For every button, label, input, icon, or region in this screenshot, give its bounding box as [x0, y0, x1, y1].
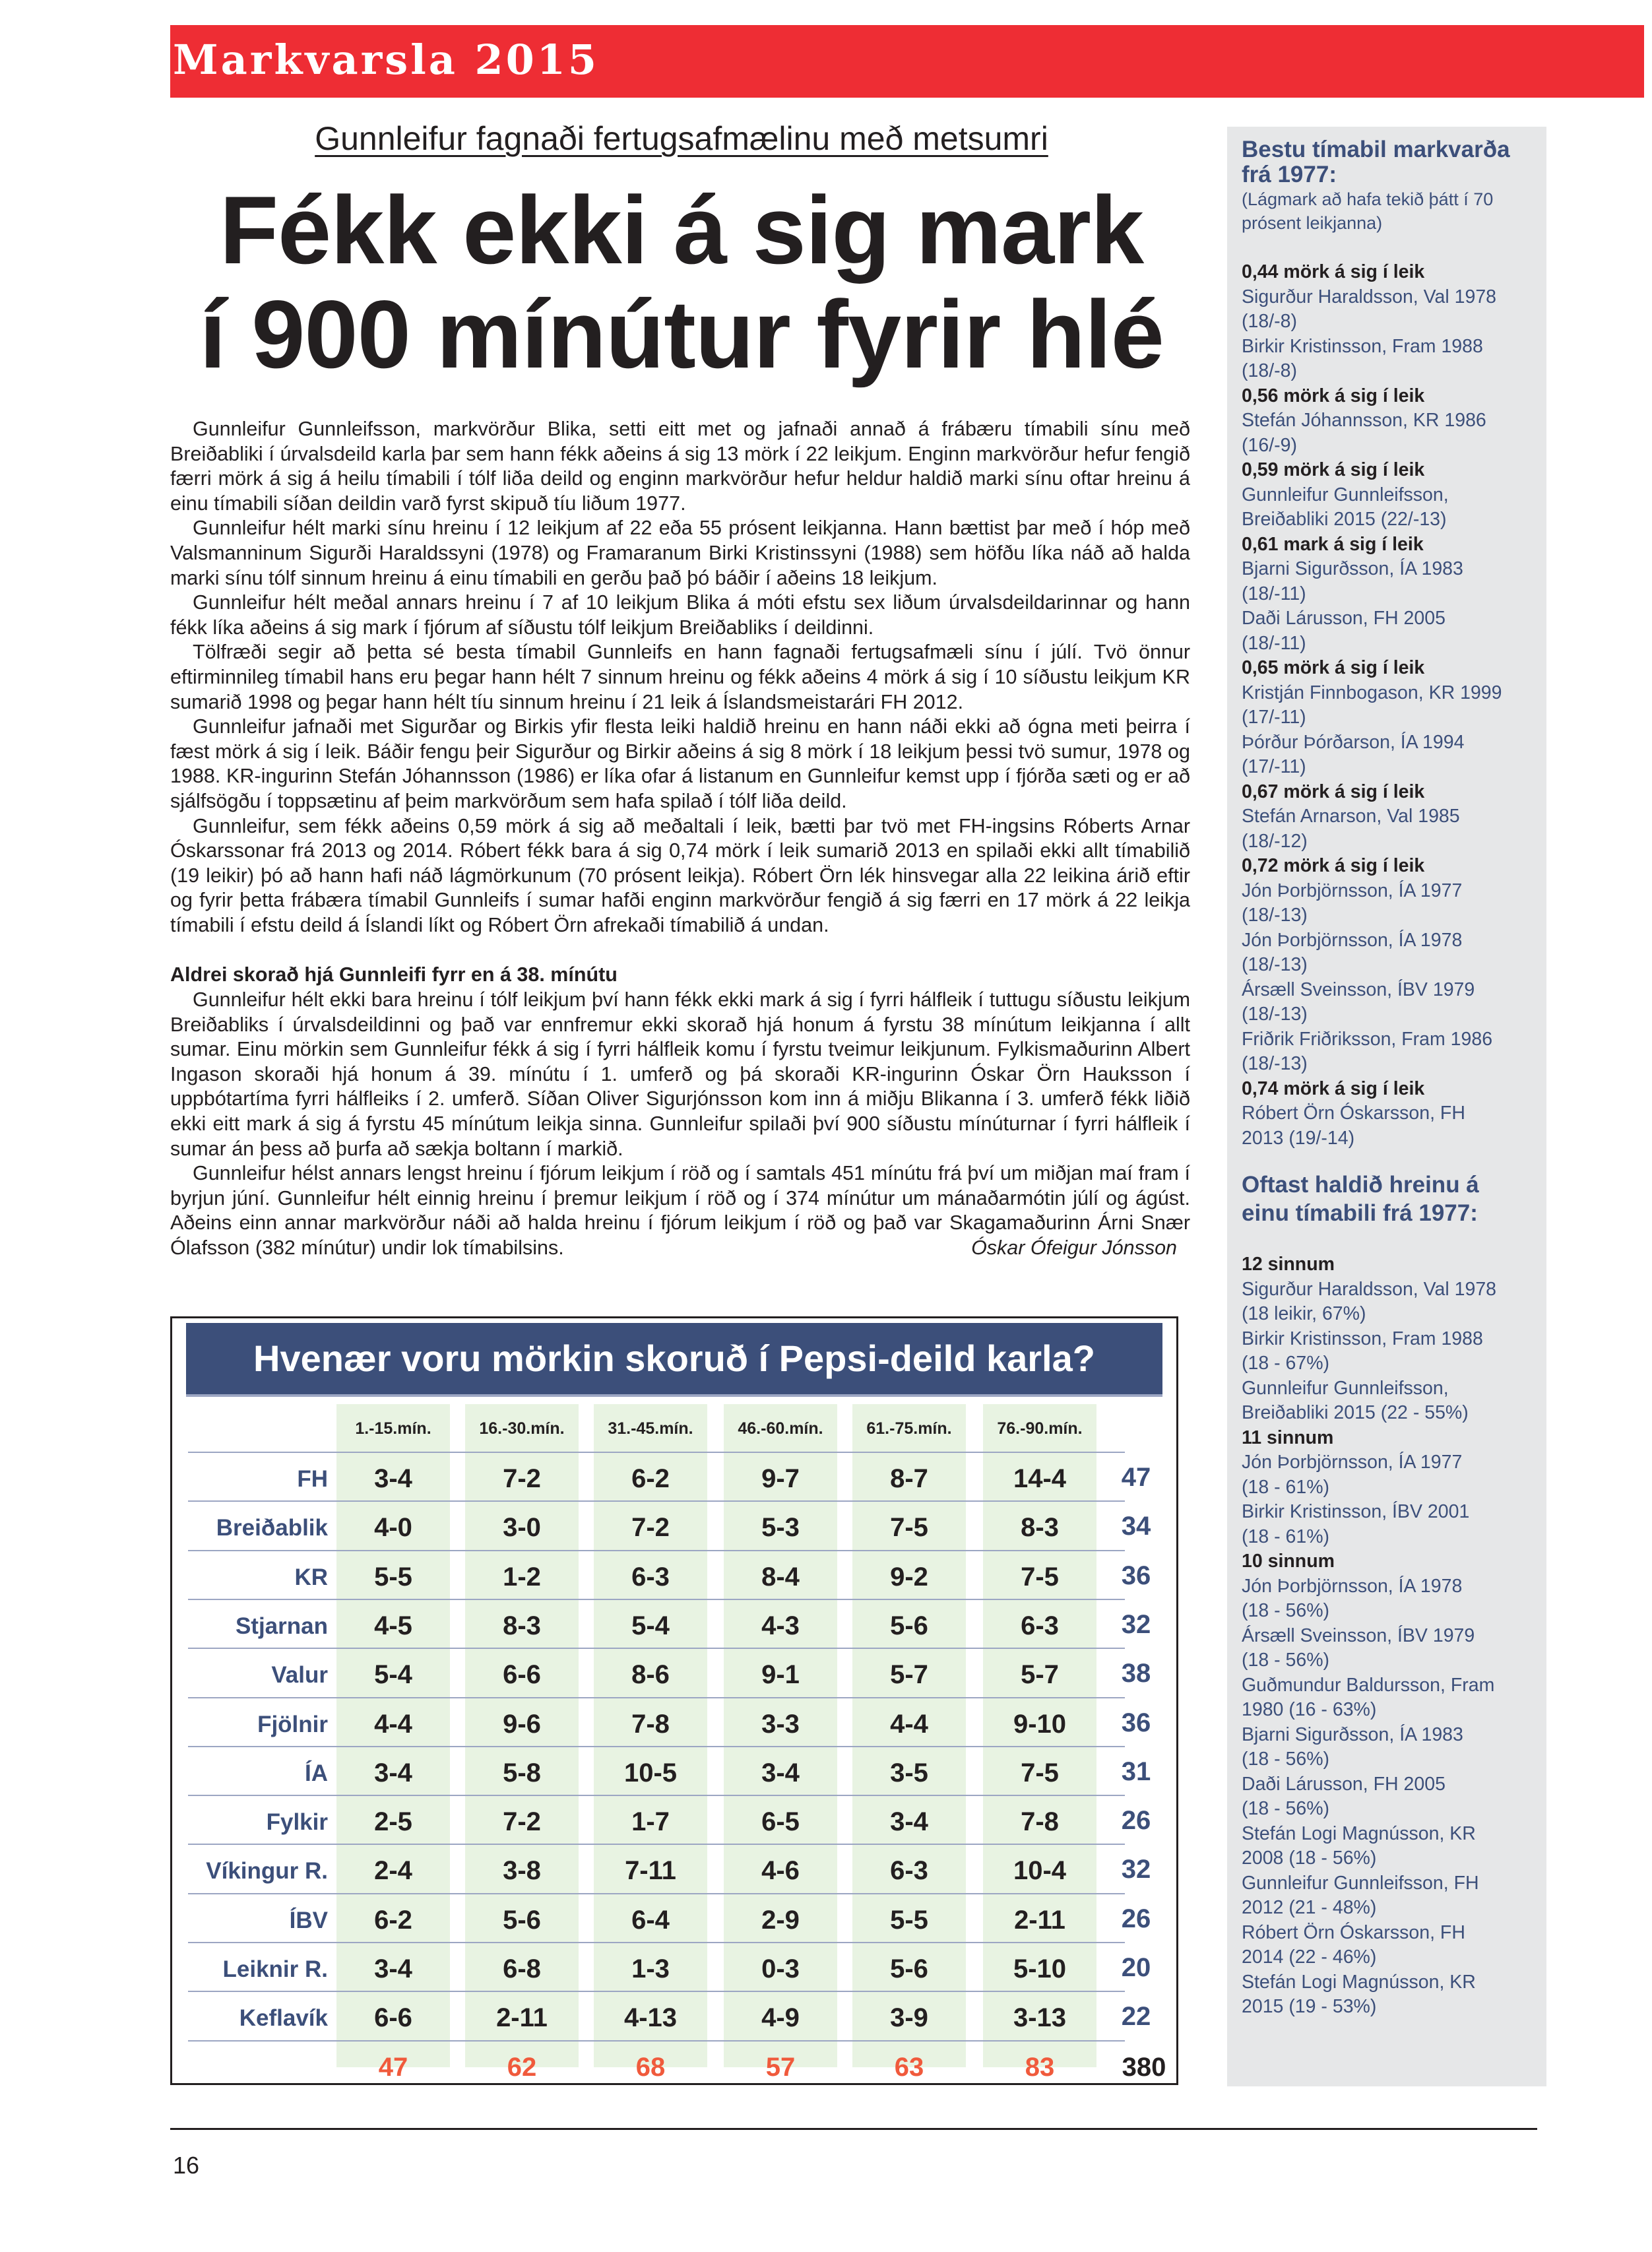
- sidebar-heading-best-seasons: Bestu tímabil markvarða frá 1977:: [1242, 137, 1510, 187]
- sidebar-stat-line: Birkir Kristinsson, ÍBV 2001: [1242, 1501, 1470, 1522]
- score-cell: 5-4: [631, 1611, 670, 1640]
- row-divider: [188, 1452, 1125, 1453]
- sidebar-stat-line: (18/-12): [1242, 830, 1308, 852]
- kicker: [170, 119, 1193, 158]
- score-cell: 3-8: [503, 1856, 541, 1886]
- sidebar-stat-line: (18 - 56%): [1242, 1798, 1330, 1819]
- paragraph: Tölfræði segir að þetta sé besta tímabil Gunnleifs en hann fagnaði fertugsafmæli sínu í júlí. Tvö önnur eftirminnileg tímabil hans eru þegar hann hélt 7 sinnum hreinu og fékk aðeins 4 mörk á sig í 10 síðustu leikjum KR sumarið 1998 og þegar hann hélt tíu sinnum hreinu í 21 leik á Íslandsmeistarári FH 2012.: [170, 641, 1190, 713]
- score-cell: 10-4: [1013, 1856, 1067, 1886]
- sidebar-stat-heading: 0,59 mörk á sig í leik: [1242, 459, 1425, 480]
- column-header: 31.-45.mín.: [608, 1419, 693, 1438]
- score-cell: 5-5: [890, 1905, 928, 1935]
- score-cell: 1-3: [631, 1954, 670, 1983]
- kicker-text: Gunnleifur fagnaði fertugsafmælinu með metsumri: [315, 120, 1048, 157]
- score-cell: 4-0: [374, 1513, 412, 1543]
- sidebar-stat-line: (18 - 56%): [1242, 1749, 1330, 1770]
- score-cell: 4-5: [374, 1611, 412, 1640]
- score-cell: 6-2: [631, 1464, 670, 1493]
- score-cell: 2-11: [1014, 1905, 1065, 1935]
- column-total: 63: [894, 2052, 924, 2082]
- team-name: KR: [294, 1564, 328, 1590]
- sidebar-stat-line: (18 - 61%): [1242, 1526, 1330, 1547]
- score-cell: 5-7: [1021, 1660, 1059, 1690]
- sidebar-stat-line: Stefán Arnarson, Val 1985: [1242, 806, 1460, 827]
- column-total: 83: [1025, 2052, 1055, 2082]
- sidebar-stat-line: Jón Þorbjörnsson, ÍA 1978: [1242, 929, 1463, 951]
- sidebar-stat-line: (18 - 61%): [1242, 1476, 1330, 1498]
- sidebar-subheading: (Lágmark að hafa tekið þátt í 70 prósent leikjanna): [1242, 189, 1494, 233]
- sidebar-stat-heading: 0,72 mörk á sig í leik: [1242, 855, 1425, 876]
- footer-rule: [170, 2128, 1537, 2130]
- score-cell: 1-7: [631, 1807, 670, 1837]
- team-total: 38: [1121, 1659, 1151, 1689]
- sidebar-stat-line: (18 - 56%): [1242, 1600, 1330, 1621]
- score-cell: 8-6: [631, 1660, 670, 1690]
- column-total: 62: [507, 2052, 537, 2082]
- sidebar-stat-line: Stefán Logi Magnússon, KR: [1242, 1971, 1476, 1993]
- score-cell: 7-8: [631, 1709, 670, 1739]
- score-cell: 3-4: [374, 1758, 412, 1787]
- score-cell: 7-2: [503, 1464, 541, 1493]
- section-title: Markvarsla 2015: [173, 36, 600, 84]
- sidebar-stat-line: 2015 (19 - 53%): [1242, 1996, 1377, 2017]
- row-divider: [188, 1844, 1125, 1845]
- row-divider: [188, 1550, 1125, 1551]
- score-cell: 5-6: [503, 1905, 541, 1935]
- sidebar-stat-line: Sigurður Haraldsson, Val 1978: [1242, 286, 1497, 307]
- column-header: 61.-75.mín.: [866, 1419, 952, 1438]
- team-total: 47: [1121, 1463, 1151, 1492]
- team-name: FH: [297, 1466, 328, 1492]
- sidebar-stat-heading: 0,65 mörk á sig í leik: [1242, 657, 1425, 678]
- sidebar-stat-heading: 0,56 mörk á sig í leik: [1242, 385, 1425, 406]
- sidebar-stat-line: Bjarni Sigurðsson, ÍA 1983: [1242, 558, 1463, 579]
- score-cell: 1-2: [503, 1562, 541, 1592]
- sidebar-stat-heading: 0,67 mörk á sig í leik: [1242, 781, 1425, 802]
- sidebar-stat-line: 2008 (18 - 56%): [1242, 1848, 1377, 1869]
- team-total: 32: [1121, 1855, 1151, 1884]
- score-cell: 2-4: [374, 1856, 412, 1886]
- score-cell: 8-4: [761, 1562, 800, 1592]
- row-divider: [188, 1648, 1125, 1649]
- paragraph: Gunnleifur jafnaði met Sigurðar og Birkis yfir flesta leiki haldið hreinu en hann náði ekki að ógna meti þeirra í fæst mörk á sig í leik. Báðir fengu þeir Sigurður og Birkir aðeins á sig 8 mörk í 18 leikjum þessi tvö sumur, 1978 og 1988. KR-ingurinn Stefán Jóhannsson (1986) er líka ofar á listanum en Gunnleifur kemst upp í fjórða sæti og er að sjálfsögðu í toppsætinu af þeim markvörðum sem hafa spilað í tólf liða deild.: [170, 715, 1190, 812]
- score-cell: 5-10: [1013, 1954, 1067, 1983]
- score-cell: 3-5: [890, 1758, 928, 1787]
- column-header: 46.-60.mín.: [738, 1419, 823, 1438]
- team-total: 26: [1121, 1904, 1151, 1933]
- sidebar-stat-line: (18/-13): [1242, 905, 1308, 926]
- team-total: 32: [1121, 1609, 1151, 1639]
- headline: [170, 178, 1193, 387]
- score-cell: 4-4: [374, 1709, 412, 1739]
- team-name: Leiknir R.: [222, 1956, 328, 1982]
- score-cell: 7-2: [631, 1513, 670, 1543]
- row-divider: [188, 1500, 1125, 1502]
- score-cell: 9-10: [1013, 1709, 1067, 1739]
- byline: Óskar Ófeigur Jónsson: [971, 1237, 1177, 1259]
- column-total: 57: [765, 2052, 796, 2082]
- headline-line-2: í 900 mínútur fyrir hlé: [199, 280, 1164, 388]
- sidebar-stat-line: Ársæll Sveinsson, ÍBV 1979: [1242, 979, 1475, 1000]
- score-cell: 5-7: [890, 1660, 928, 1690]
- row-divider: [188, 1991, 1125, 1992]
- page-number: 16: [173, 2152, 200, 2179]
- score-cell: 6-3: [1021, 1611, 1059, 1640]
- score-cell: 3-3: [761, 1709, 800, 1739]
- score-cell: 4-6: [761, 1856, 800, 1886]
- team-total: 34: [1121, 1512, 1151, 1541]
- score-cell: 5-5: [374, 1562, 412, 1592]
- column-header: 16.-30.mín.: [479, 1419, 565, 1438]
- score-cell: 14-4: [1013, 1464, 1067, 1493]
- sidebar-stat-line: Stefán Logi Magnússon, KR: [1242, 1822, 1476, 1844]
- team-name: ÍA: [305, 1760, 328, 1786]
- team-total: 36: [1121, 1708, 1151, 1737]
- column-header: 76.-90.mín.: [997, 1419, 1083, 1438]
- score-cell: 6-8: [503, 1954, 541, 1983]
- column-header: 1.-15.mín.: [355, 1419, 431, 1438]
- sidebar-stat-line: Breiðabliki 2015 (22/-13): [1242, 509, 1447, 530]
- sidebar-stat-heading: 0,61 mark á sig í leik: [1242, 533, 1424, 555]
- row-divider: [188, 2040, 1125, 2042]
- score-cell: 3-4: [890, 1807, 928, 1837]
- score-cell: 7-5: [890, 1513, 928, 1543]
- paragraph: Gunnleifur hélt ekki bara hreinu í tólf leikjum því hann fékk ekki mark á sig í fyrri hálfleik í tuttugu síðustu leikjum Breiðabliks í úrvalsdeildinni og það var ennfremur ekki skorað hjá honum á fyrstu 38 mínútum leikjanna í allt sumar. Einu mörkin sem Gunnleifur fékk á sig í fyrri hálfleik komu í fyrstu tveimur leikjunum. Fylkismaðurinn Albert Ingason skoraði hjá honum á 39. mínútu í 1. umferð og þá skoraði KR-ingurinn Óskar Örn Hauksson í uppbótartíma fyrri hálfleiks í 2. umferð. Síðan Oliver Sigurjónsson kom inn á miðju Blikanna í 3. umferð fékk liðið ekki eitt mark á sig á fyrstu 45 mínútum leikja sinna. Gunnleifur spilaði því 900 síðustu mínúturnar í fyrri hálfleik í sumar án þess að þurfa að sækja boltann í markið.: [170, 988, 1190, 1160]
- score-cell: 6-4: [631, 1905, 670, 1935]
- score-cell: 4-13: [623, 2003, 678, 2033]
- sidebar-stat-line: Þórður Þórðarson, ÍA 1994: [1242, 731, 1465, 753]
- sidebar-stat-line: Guðmundur Baldursson, Fram: [1242, 1674, 1495, 1696]
- row-divider: [188, 1893, 1125, 1894]
- sidebar-stat-line: (18 - 56%): [1242, 1650, 1330, 1671]
- sidebar-stat-line: (18/-11): [1242, 583, 1306, 604]
- score-cell: 5-3: [761, 1513, 800, 1543]
- column-total: 68: [635, 2052, 666, 2082]
- sidebar-stat-line: Gunnleifur Gunnleifsson,: [1242, 1377, 1449, 1399]
- score-cell: 8-7: [890, 1464, 928, 1493]
- score-cell: 0-3: [761, 1954, 800, 1983]
- sidebar-stat-line: (18/-13): [1242, 954, 1308, 975]
- team-name: Fjölnir: [257, 1711, 328, 1737]
- sidebar-list-best-seasons: [1242, 260, 1532, 1151]
- sidebar-stat-line: (18/-11): [1242, 632, 1306, 654]
- sidebar-stat-line: Kristján Finnbogason, KR 1999: [1242, 682, 1502, 703]
- score-cell: 10-5: [623, 1758, 678, 1787]
- sidebar-stat-heading: 12 sinnum: [1242, 1254, 1335, 1275]
- sidebar-stat-line: Gunnleifur Gunnleifsson,: [1242, 484, 1449, 505]
- team-total: 22: [1121, 2002, 1151, 2032]
- score-cell: 5-6: [890, 1954, 928, 1983]
- score-cell: 4-3: [761, 1611, 800, 1640]
- score-cell: 7-8: [1021, 1807, 1059, 1837]
- score-cell: 4-4: [890, 1709, 928, 1739]
- score-cell: 7-5: [1021, 1758, 1059, 1787]
- row-divider: [188, 1697, 1125, 1698]
- score-cell: 6-3: [890, 1856, 928, 1886]
- row-divider: [188, 1746, 1125, 1747]
- team-name: Keflavík: [239, 2005, 328, 2032]
- sidebar-heading-clean-sheets: Oftast haldið hreinu á einu tímabili frá 1977:: [1242, 1172, 1479, 1226]
- score-cell: 8-3: [1021, 1513, 1059, 1543]
- sidebar-stat-line: Bjarni Sigurðsson, ÍA 1983: [1242, 1723, 1463, 1745]
- sidebar-stat-line: (18/-13): [1242, 1004, 1308, 1025]
- score-cell: 3-4: [374, 1464, 412, 1493]
- team-total: 26: [1121, 1806, 1151, 1836]
- team-total: 20: [1121, 1953, 1151, 1982]
- sidebar-stat-line: Daði Lárusson, FH 2005: [1242, 608, 1446, 629]
- paragraph: Gunnleifur hélst annars lengst hreinu í fjórum leikjum í röð og í samtals 451 mínútu frá því um miðjan maí fram í byrjun júní. Gunnleifur hélt einnig hreinu í þremur leikjum í röð og í 374 mínútur um mánaðarmótin júlí og ágúst. Aðeins einn annar markvörður náði að halda hreinu í fjórum leikjum í röð og það var Skagamaðurinn Árni Snær Ólafsson (382 mínútur) undir lok tímabilsins.: [170, 1162, 1190, 1259]
- sidebar-stat-line: (16/-9): [1242, 434, 1297, 456]
- sidebar-stat-line: Daði Lárusson, FH 2005: [1242, 1773, 1446, 1795]
- score-cell: 8-3: [503, 1611, 541, 1640]
- sidebar-stat-heading: 0,44 mörk á sig í leik: [1242, 261, 1425, 282]
- score-cell: 7-11: [625, 1856, 676, 1886]
- score-cell: 9-2: [890, 1562, 928, 1592]
- score-cell: 7-5: [1021, 1562, 1059, 1592]
- score-cell: 3-9: [890, 2003, 928, 2033]
- sidebar-stat-line: Gunnleifur Gunnleifsson, FH: [1242, 1872, 1479, 1894]
- sidebar-stat-line: (18/-8): [1242, 311, 1297, 332]
- score-cell: 9-6: [503, 1709, 541, 1739]
- score-cell: 6-6: [374, 2003, 412, 2033]
- score-cell: 2-11: [496, 2003, 548, 2033]
- score-cell: 9-7: [761, 1464, 800, 1493]
- score-cell: 5-4: [374, 1660, 412, 1690]
- score-cell: 5-8: [503, 1758, 541, 1787]
- headline-line-1: Fékk ekki á sig mark: [219, 176, 1144, 284]
- grand-total: 380: [1122, 2052, 1166, 2082]
- sidebar-stat-heading: 10 sinnum: [1242, 1551, 1335, 1572]
- score-cell: 3-0: [503, 1513, 541, 1543]
- sidebar-stat-line: 2013 (19/-14): [1242, 1127, 1355, 1149]
- row-divider: [188, 1942, 1125, 1943]
- sidebar-stat-line: Birkir Kristinsson, Fram 1988: [1242, 1328, 1483, 1349]
- sidebar-list-clean-sheets: [1242, 1252, 1532, 2020]
- paragraph: Gunnleifur hélt marki sínu hreinu í 12 leikjum af 22 eða 55 prósent leikjanna. Hann bættist þar með í hóp með Valsmanninum Sigurði Haraldssyni (1978) og Framaranum Birki Kristinssyni (1988) sem höfðu líka náð að halda marki sínu tólf sinnum hreinu á einu tímabili en gerðu það þó báðir í aðeins 18 leikjum.: [170, 517, 1190, 589]
- sidebar-stat-line: Róbert Örn Óskarsson, FH: [1242, 1921, 1465, 1943]
- sidebar-stat-line: 1980 (16 - 63%): [1242, 1699, 1377, 1720]
- stats-sidebar: [1227, 127, 1546, 2086]
- score-cell: 9-1: [761, 1660, 800, 1690]
- sidebar-stat-line: Jón Þorbjörnsson, ÍA 1977: [1242, 880, 1463, 901]
- team-name: ÍBV: [289, 1907, 328, 1933]
- sidebar-stat-heading: 11 sinnum: [1242, 1427, 1334, 1448]
- sidebar-stat-line: 2014 (22 - 46%): [1242, 1946, 1377, 1968]
- sidebar-stat-line: (18 leikir, 67%): [1242, 1303, 1366, 1324]
- sidebar-stat-line: Jón Þorbjörnsson, ÍA 1978: [1242, 1575, 1463, 1597]
- score-cell: 2-5: [374, 1807, 412, 1837]
- sidebar-stat-heading: 0,74 mörk á sig í leik: [1242, 1078, 1425, 1099]
- sidebar-stat-line: Ársæll Sveinsson, ÍBV 1979: [1242, 1625, 1475, 1646]
- team-total: 31: [1121, 1756, 1151, 1786]
- sidebar-stat-line: (17/-11): [1242, 756, 1306, 777]
- score-cell: 4-9: [761, 2003, 800, 2033]
- sidebar-stat-line: Sigurður Haraldsson, Val 1978: [1242, 1278, 1497, 1300]
- score-cell: 5-6: [890, 1611, 928, 1640]
- row-divider: [188, 1599, 1125, 1600]
- article-body: [170, 417, 1190, 1261]
- sidebar-stat-line: Friðrik Friðriksson, Fram 1986: [1242, 1028, 1493, 1050]
- score-cell: 6-6: [503, 1660, 541, 1690]
- paragraph: Gunnleifur, sem fékk aðeins 0,59 mörk á sig að meðaltali í leik, bætti þar tvö met FH-ingsins Róberts Arnar Óskarssonar frá 2013 og 2014. Róbert fékk bara á sig 0,74 mörk í leik sumarið 2013 en spilaði ekki allt tímabilið (19 leikir) þó að hann hafi náð lágmörkunum (70 prósent leikja). Róbert Örn lék hinsvegar alla 22 leikina árið eftir og fyrir þetta frábæra tímabil Gunnleifs í sumar hafði enginn markvörður fengið á sig færri en 17 mörk á 22 leikja tímabili í efstu deild á Íslandi líkt og Róbert Örn afrekaði tímabilið á undan.: [170, 814, 1190, 936]
- paragraph: Gunnleifur Gunnleifsson, markvörður Blika, setti eitt met og jafnaði annað á frábæru tímabili sínu með Breiðabliki í úrvalsdeild karla þar sem hann fékk aðeins á sig 13 mörk í 22 leikjum. Enginn markvörður hefur fengið færri mörk á sig á heilu tímabili í tólf liða deild og enginn markvörður hefur heldur haldið marki sínu oftar hreinu á einu tímabili síðan deildin varð fyrst skipuð tíu liðum 1977.: [170, 418, 1190, 515]
- score-cell: 3-4: [374, 1954, 412, 1983]
- sidebar-stat-line: Birkir Kristinsson, Fram 1988: [1242, 335, 1483, 357]
- team-name: Stjarnan: [235, 1613, 328, 1639]
- sidebar-stat-line: (18/-8): [1242, 360, 1297, 381]
- sidebar-stat-line: Breiðabliki 2015 (22 - 55%): [1242, 1402, 1469, 1423]
- row-divider: [188, 1795, 1125, 1796]
- sidebar-stat-line: (17/-11): [1242, 707, 1306, 728]
- score-cell: 6-3: [631, 1562, 670, 1592]
- team-name: Víkingur R.: [206, 1858, 328, 1884]
- sidebar-stat-line: 2012 (21 - 48%): [1242, 1897, 1377, 1918]
- score-cell: 3-4: [761, 1758, 800, 1787]
- score-cell: 2-9: [761, 1905, 800, 1935]
- sidebar-stat-line: Róbert Örn Óskarsson, FH: [1242, 1103, 1465, 1124]
- paragraph: Gunnleifur hélt meðal annars hreinu í 7 af 10 leikjum Blika á móti efstu sex liðum úrvalsdeildarinnar og hann fékk líka aðeins á sig mark í fjórum af síðustu tólf leikjum Breiðabliks í deildinni.: [170, 591, 1190, 639]
- sidebar-stat-line: Jón Þorbjörnsson, ÍA 1977: [1242, 1452, 1463, 1473]
- team-name: Breiðablik: [216, 1515, 328, 1541]
- score-cell: 6-5: [761, 1807, 800, 1837]
- sidebar-stat-line: (18/-13): [1242, 1053, 1308, 1074]
- sidebar-stat-line: Stefán Jóhannsson, KR 1986: [1242, 410, 1486, 431]
- score-cell: 3-13: [1013, 2003, 1067, 2033]
- team-name: Valur: [271, 1662, 328, 1689]
- team-total: 36: [1121, 1560, 1151, 1590]
- team-name: Fylkir: [266, 1809, 328, 1836]
- sidebar-stat-line: (18 - 67%): [1242, 1353, 1330, 1374]
- table-title: Hvenær voru mörkin skoruð í Pepsi-deild karla?: [253, 1337, 1095, 1379]
- column-total: 47: [378, 2052, 408, 2082]
- score-cell: 7-2: [503, 1807, 541, 1837]
- subheading: Aldrei skorað hjá Gunnleifi fyrr en á 38. mínútu: [170, 963, 618, 986]
- score-cell: 6-2: [374, 1905, 412, 1935]
